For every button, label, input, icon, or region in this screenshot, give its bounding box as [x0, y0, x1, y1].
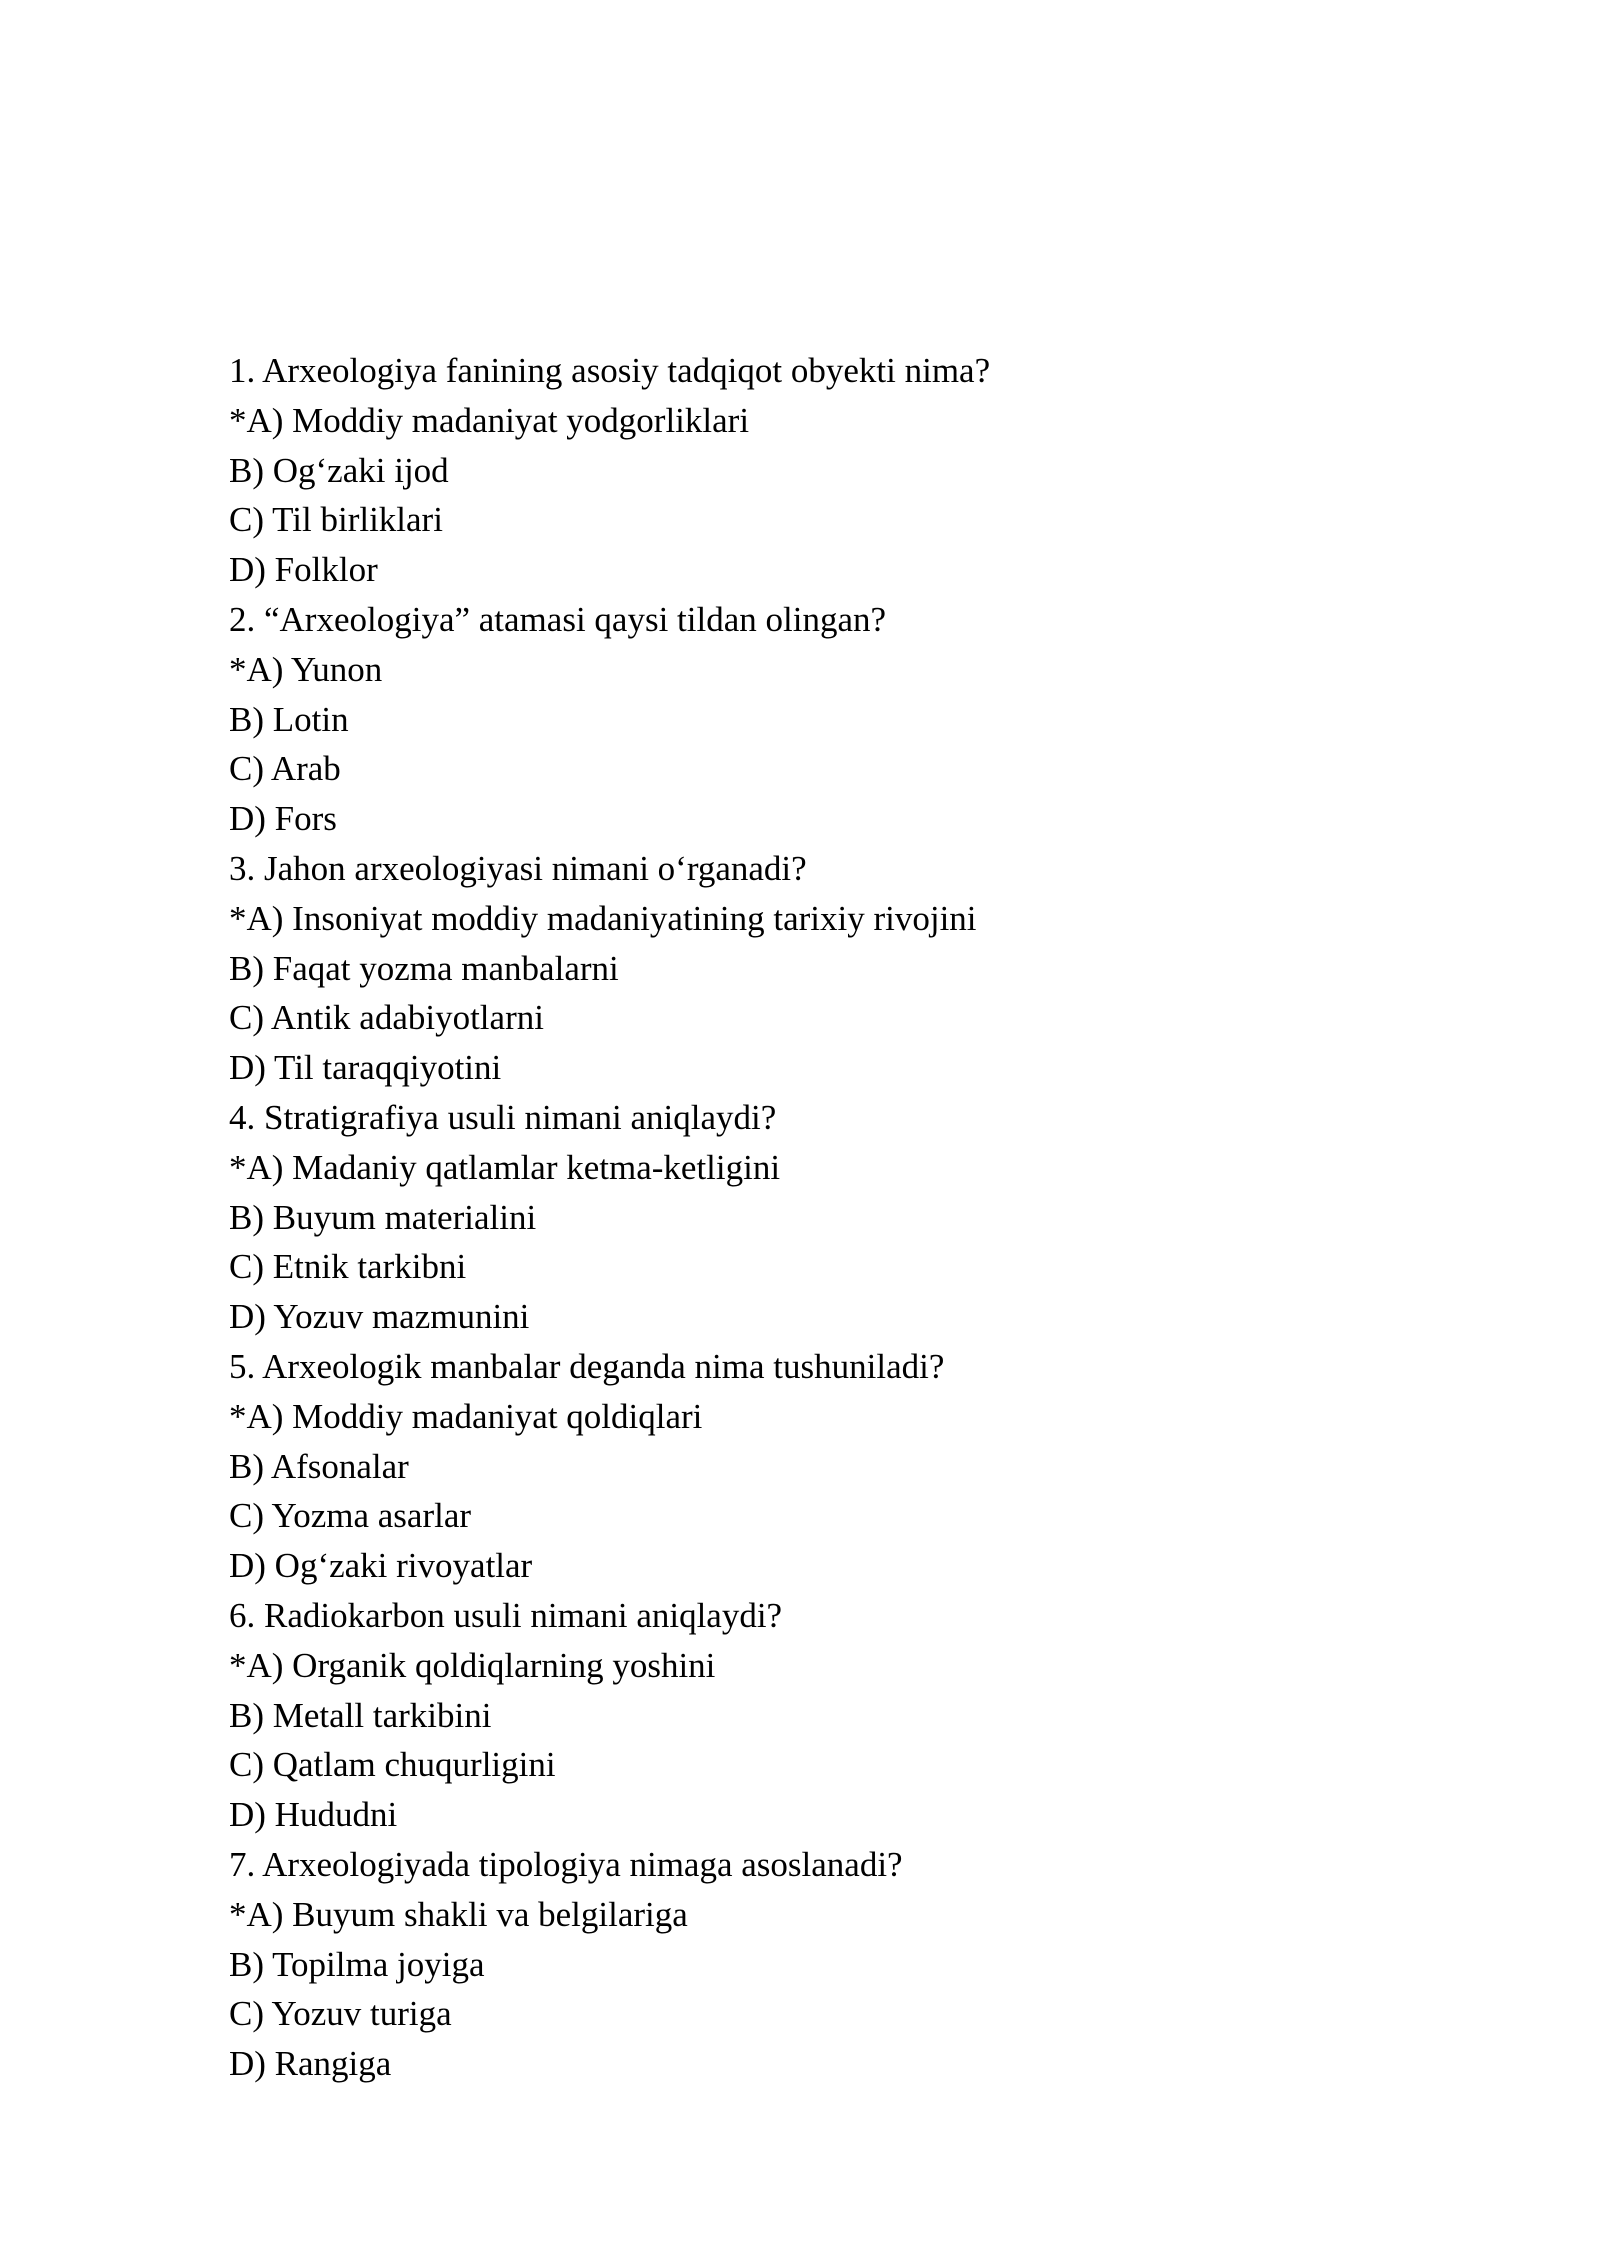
question-block-1 [229, 346, 1429, 595]
answer-option-c: C) Yozuv turiga [229, 1994, 452, 2034]
question-block-5 [229, 1342, 1429, 1591]
answer-option-c: C) Antik adabiyotlarni [229, 998, 544, 1038]
question-text: 1. Arxeologiya fanining asosiy tadqiqot obyekti nima? [229, 351, 991, 390]
answer-option-b: B) Metall tarkibini [229, 1695, 492, 1735]
answer-option-c: C) Til birliklari [229, 500, 443, 540]
question-text: 3. Jahon arxeologiyasi nimani o‘rganadi? [229, 848, 807, 888]
question-block-4 [229, 1093, 1429, 1342]
question-text: 6. Radiokarbon usuli nimani aniqlaydi? [229, 1595, 783, 1635]
answer-option-a: *A) Buyum shakli va belgilariga [229, 1894, 688, 1934]
answer-option-b: B) Buyum materialini [229, 1197, 537, 1237]
answer-option-d: D) Yozuv mazmunini [229, 1297, 530, 1337]
quiz-content [229, 346, 1429, 2089]
question-text: 7. Arxeologiyada tipologiya nimaga asoslanadi? [229, 1844, 903, 1884]
answer-option-a: *A) Yunon [229, 649, 383, 689]
question-block-6 [229, 1591, 1429, 1840]
question-block-3 [229, 844, 1429, 1093]
question-block-7 [229, 1840, 1429, 2089]
answer-option-b: B) Lotin [229, 699, 349, 739]
question-text: 2. “Arxeologiya” atamasi qaysi tildan olingan? [229, 599, 887, 639]
answer-option-d: D) Rangiga [229, 2044, 392, 2084]
answer-option-a: *A) Insoniyat moddiy madaniyatining tarixiy rivojini [229, 898, 977, 938]
answer-option-c: C) Arab [229, 749, 341, 789]
answer-option-a: *A) Organik qoldiqlarning yoshini [229, 1645, 716, 1685]
answer-option-a: *A) Moddiy madaniyat yodgorliklari [229, 400, 750, 440]
answer-option-d: D) Til taraqqiyotini [229, 1048, 502, 1088]
question-text: 5. Arxeologik manbalar deganda nima tushuniladi? [229, 1346, 945, 1386]
answer-option-a: *A) Madaniy qatlamlar ketma-ketligini [229, 1147, 781, 1187]
answer-option-b: B) Topilma joyiga [229, 1944, 485, 1984]
answer-option-c: C) Etnik tarkibni [229, 1247, 467, 1287]
answer-option-d: D) Og‘zaki rivoyatlar [229, 1546, 533, 1586]
answer-option-d: D) Fors [229, 799, 337, 839]
question-text: 4. Stratigrafiya usuli nimani aniqlaydi? [229, 1097, 777, 1137]
answer-option-b: B) Faqat yozma manbalarni [229, 948, 619, 988]
answer-option-c: C) Qatlam chuqurligini [229, 1745, 556, 1785]
answer-option-c: C) Yozma asarlar [229, 1496, 472, 1536]
answer-option-d: D) Hududni [229, 1795, 398, 1835]
answer-option-b: B) Og‘zaki ijod [229, 450, 449, 490]
answer-option-d: D) Folklor [229, 550, 378, 590]
answer-option-b: B) Afsonalar [229, 1446, 409, 1486]
answer-option-a: *A) Moddiy madaniyat qoldiqlari [229, 1396, 703, 1436]
question-block-2 [229, 595, 1429, 844]
